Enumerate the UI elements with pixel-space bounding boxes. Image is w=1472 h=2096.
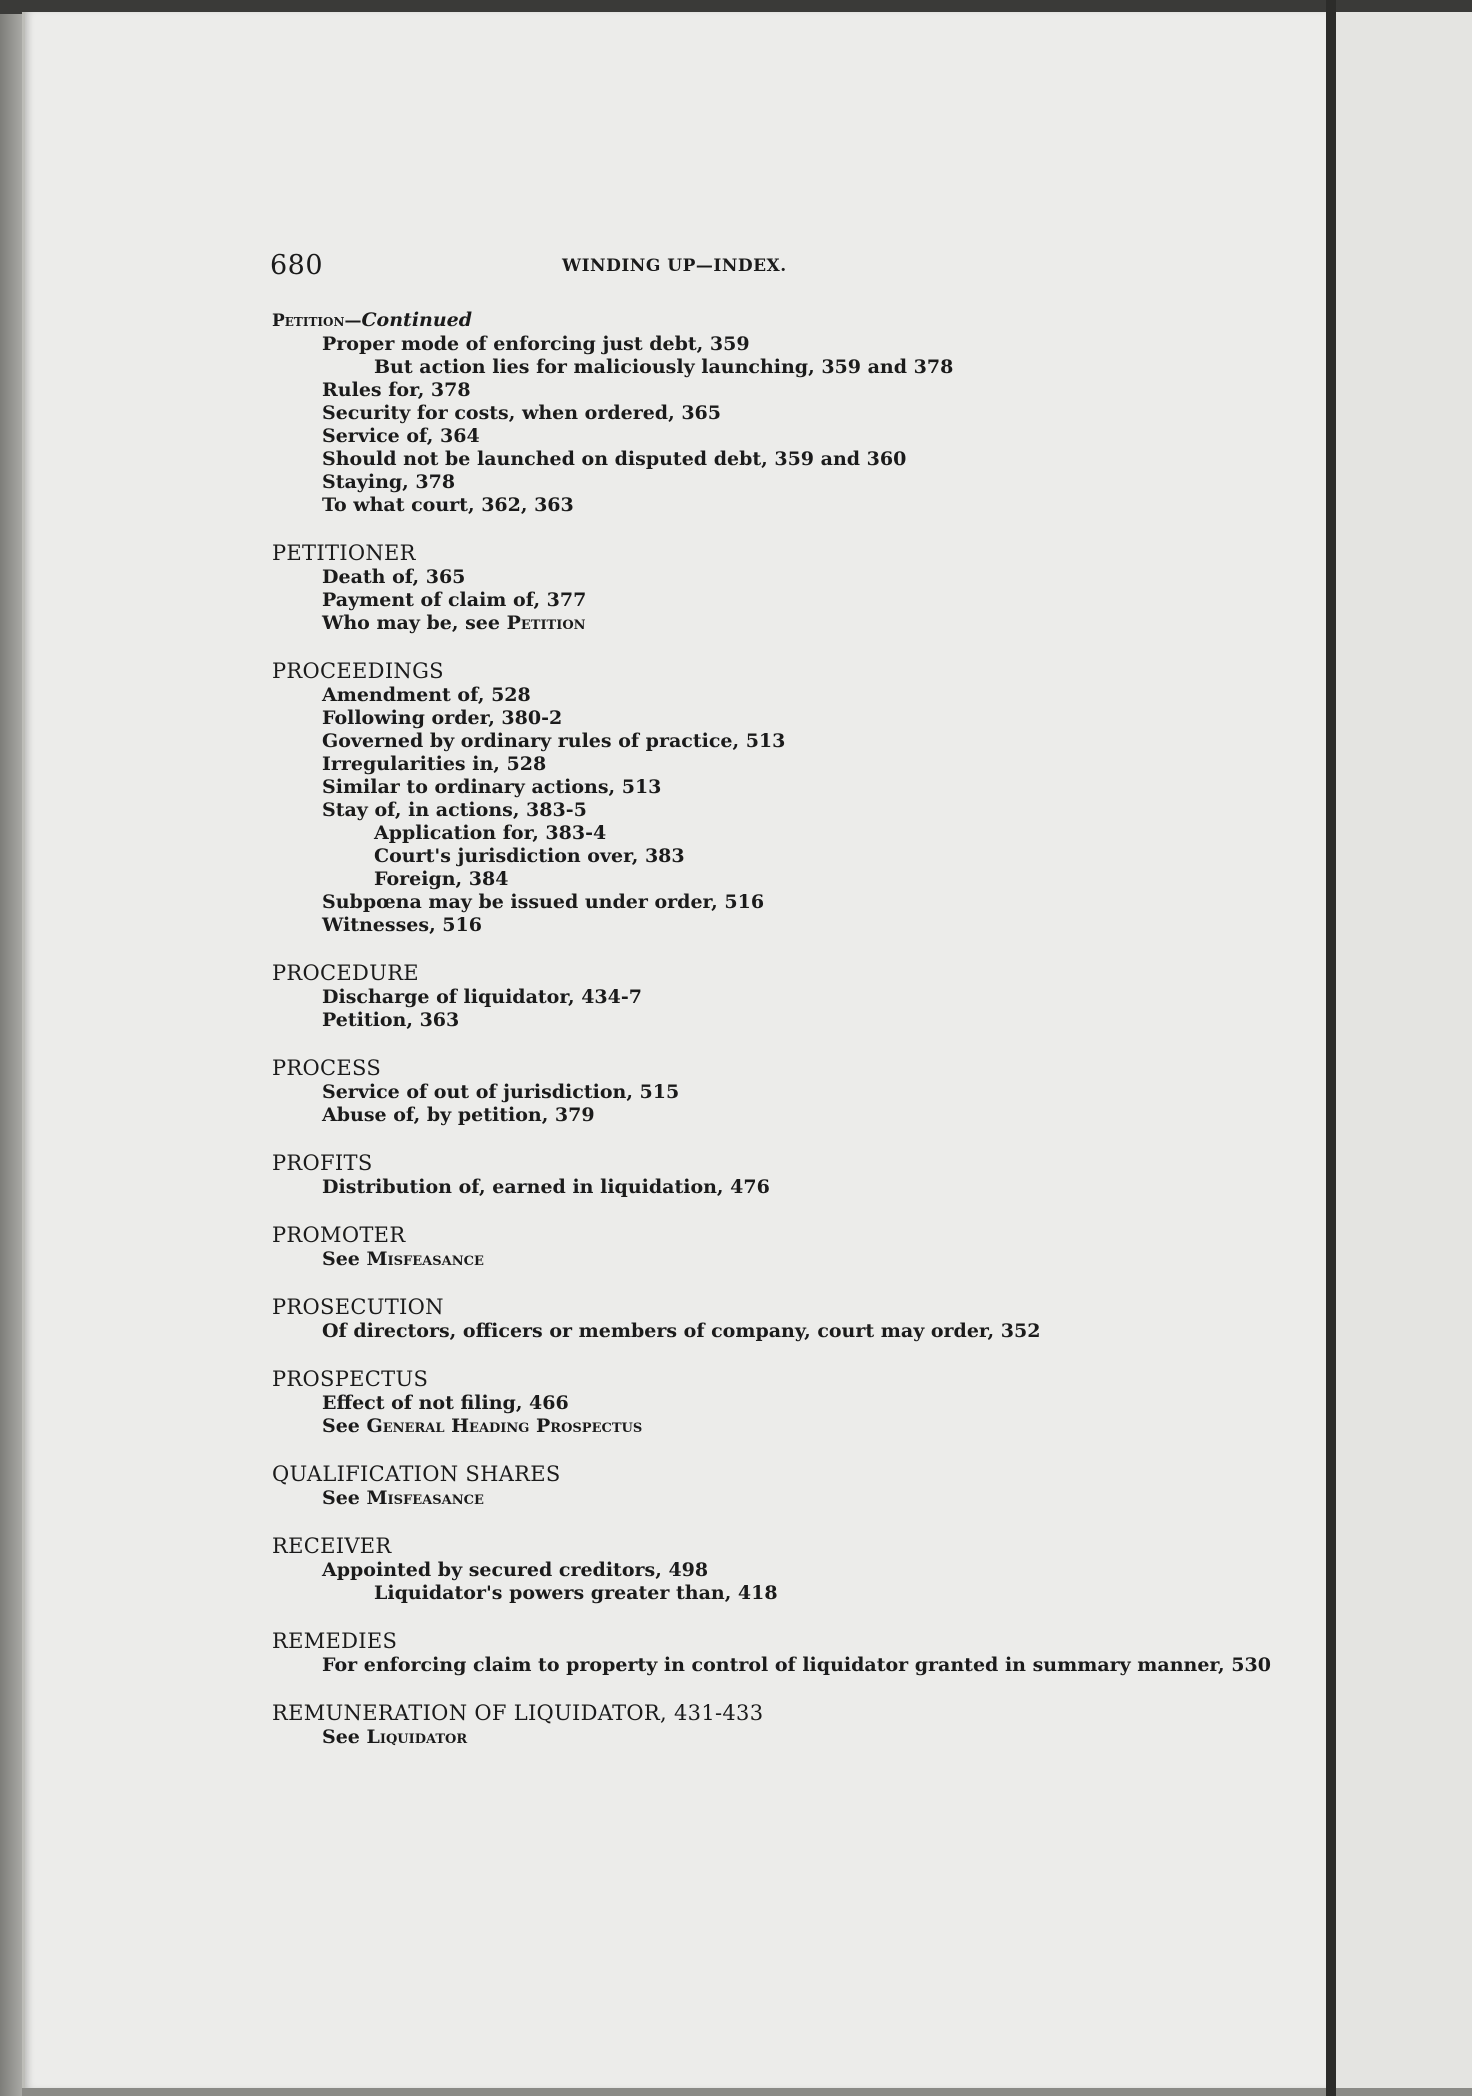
index-heading: PROSECUTION: [272, 1295, 444, 1319]
index-entry: [270, 1104, 1270, 1127]
index-section-petition-continued: [270, 308, 1270, 517]
index-entry: [270, 1176, 1270, 1199]
scan-left-edge: [0, 14, 22, 2096]
cross-reference: Misfeasance: [366, 1248, 484, 1270]
index-entry: [270, 1248, 1270, 1271]
entry-text: Irregularities in, 528: [322, 753, 547, 775]
index-body: [270, 308, 1270, 1749]
index-subentry: [270, 822, 1270, 845]
index-section-procedure: [270, 961, 1270, 1032]
index-heading: PROFITS: [272, 1151, 373, 1175]
index-entry: [270, 730, 1270, 753]
index-heading: [272, 308, 1270, 333]
index-entry: [270, 333, 1270, 356]
entry-text: Application for, 383-4: [374, 822, 607, 844]
entry-text: See: [322, 1487, 367, 1509]
index-entry: [270, 494, 1270, 517]
cross-reference: Petition: [506, 612, 586, 634]
index-heading: PROCESS: [272, 1056, 382, 1080]
index-section-proceedings: [270, 659, 1270, 937]
index-subentry: [270, 868, 1270, 891]
entry-text: Proper mode of enforcing just debt, 359: [322, 333, 750, 355]
index-entry: [270, 1654, 1282, 1677]
index-section-process: [270, 1056, 1270, 1127]
index-heading: QUALIFICATION SHARES: [272, 1462, 561, 1486]
entry-text: Effect of not filing, 466: [322, 1392, 569, 1414]
index-entry: [270, 799, 1270, 822]
facing-page-edge: [1336, 12, 1472, 2088]
entry-text: See: [322, 1726, 367, 1748]
index-heading: PROCEEDINGS: [272, 659, 444, 683]
index-entry: [270, 776, 1270, 799]
cross-reference: Liquidator: [366, 1726, 468, 1748]
index-heading: PETITIONER: [272, 541, 416, 565]
entry-text: Liquidator's powers greater than, 418: [374, 1582, 778, 1604]
entry-text: Following order, 380-2: [322, 707, 563, 729]
index-entry: [270, 612, 1270, 635]
entry-text: See: [322, 1415, 367, 1437]
index-entry: [270, 986, 1270, 1009]
entry-text: Should not be launched on disputed debt, 359 and 360: [322, 448, 907, 470]
index-entry: [270, 1559, 1270, 1582]
entry-text: Court's jurisdiction over, 383: [374, 845, 685, 867]
index-entry: [270, 1415, 1270, 1438]
entry-text: Discharge of liquidator, 434-7: [322, 986, 642, 1008]
entry-text: Distribution of, earned in liquidation, 476: [322, 1176, 770, 1198]
index-entry: [270, 1009, 1270, 1032]
running-title: WINDING UP—INDEX.: [562, 256, 787, 276]
entry-text: Similar to ordinary actions, 513: [322, 776, 662, 798]
entry-text: Stay of, in actions, 383-5: [322, 799, 587, 821]
index-entry: [270, 707, 1270, 730]
index-entry: [270, 1081, 1270, 1104]
index-section-prosecution: [270, 1295, 1270, 1343]
entry-text: Service of out of jurisdiction, 515: [322, 1081, 680, 1103]
entry-text: Foreign, 384: [374, 868, 509, 890]
index-heading: REMEDIES: [272, 1629, 398, 1653]
entry-text: Death of, 365: [322, 566, 466, 588]
index-content: [270, 250, 1270, 1773]
index-entry: [270, 753, 1270, 776]
index-section-remuneration: [270, 1701, 1270, 1749]
running-head: [270, 250, 1270, 290]
index-entry: [270, 1392, 1270, 1415]
cross-reference: Misfeasance: [366, 1487, 484, 1509]
index-subentry: [270, 1582, 1270, 1605]
cross-reference: General Heading Prospectus: [366, 1415, 643, 1437]
index-section-petitioner: [270, 541, 1270, 635]
index-entry: [270, 471, 1270, 494]
entry-text: Rules for, 378: [322, 379, 471, 401]
entry-text: To what court, 362, 363: [322, 494, 574, 516]
entry-text: See: [322, 1248, 367, 1270]
index-heading: PROMOTER: [272, 1223, 406, 1247]
continued-label: Continued: [361, 309, 473, 331]
entry-text: Amendment of, 528: [322, 684, 531, 706]
book-gutter: [1326, 0, 1336, 2096]
index-section-receiver: [270, 1534, 1270, 1605]
entry-text: Abuse of, by petition, 379: [322, 1104, 595, 1126]
index-entry: [270, 425, 1270, 448]
entry-text: Payment of claim of, 377: [322, 589, 587, 611]
index-entry: [270, 1320, 1270, 1343]
index-entry: [270, 914, 1270, 937]
entry-text: Staying, 378: [322, 471, 456, 493]
entry-text: Witnesses, 516: [322, 914, 482, 936]
entry-text: Appointed by secured creditors, 498: [322, 1559, 709, 1581]
entry-text: Who may be, see: [322, 612, 507, 634]
entry-text: Governed by ordinary rules of practice, 513: [322, 730, 786, 752]
index-heading: REMUNERATION OF LIQUIDATOR, 431-433: [272, 1701, 764, 1725]
index-heading-label: Petition—: [272, 311, 362, 331]
entry-text: Petition, 363: [322, 1009, 460, 1031]
index-heading: PROSPECTUS: [272, 1367, 429, 1391]
index-section-profits: [270, 1151, 1270, 1199]
entry-text: Service of, 364: [322, 425, 480, 447]
index-subentry: [270, 356, 1270, 379]
entry-text: Security for costs, when ordered, 365: [322, 402, 721, 424]
index-entry: [270, 589, 1270, 612]
index-entry: [270, 566, 1270, 589]
entry-text: But action lies for maliciously launching, 359 and 378: [374, 356, 954, 378]
entry-text: Of directors, officers or members of company, court may order, 352: [322, 1320, 1041, 1342]
index-section-prospectus: [270, 1367, 1270, 1438]
index-entry: [270, 402, 1270, 425]
index-entry: [270, 891, 1270, 914]
index-section-promoter: [270, 1223, 1270, 1271]
index-section-qualification-shares: [270, 1462, 1270, 1510]
index-subentry: [270, 845, 1270, 868]
index-entry: [270, 684, 1270, 707]
entry-text: Subpœna may be issued under order, 516: [322, 891, 765, 913]
index-heading: RECEIVER: [272, 1534, 392, 1558]
page-number: 680: [270, 250, 324, 281]
index-entry: [270, 1726, 1270, 1749]
index-entry: [270, 448, 1270, 471]
entry-text: For enforcing claim to property in control of liquidator granted in summary manner, 530: [322, 1654, 1271, 1676]
index-entry: [270, 379, 1270, 402]
index-entry: [270, 1487, 1270, 1510]
index-heading: PROCEDURE: [272, 961, 419, 985]
index-section-remedies: [270, 1629, 1270, 1677]
